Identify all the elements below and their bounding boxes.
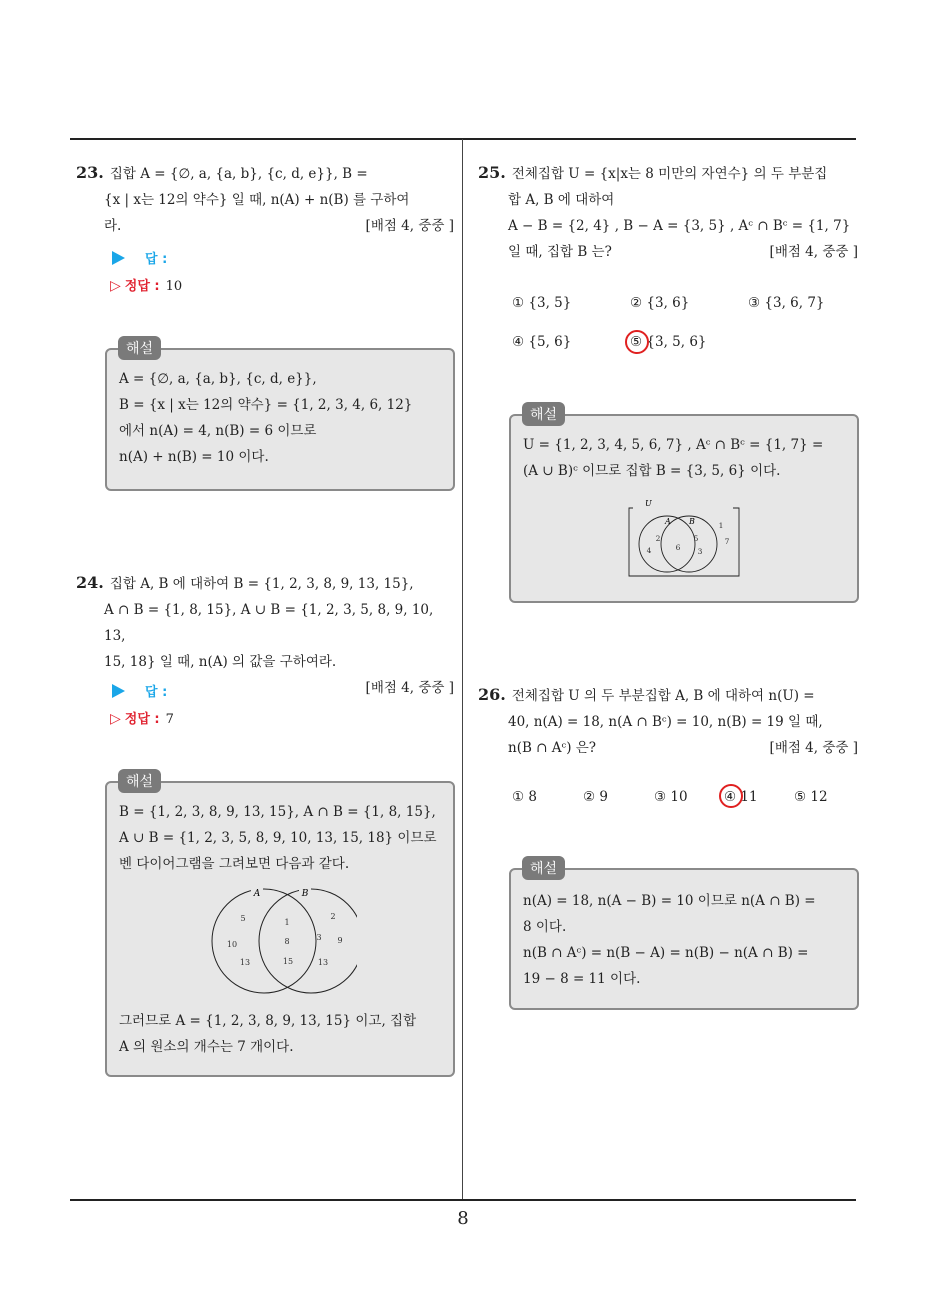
problem-number: 25. <box>478 163 506 182</box>
problem-25 <box>478 160 858 265</box>
solution-line: A 의 원소의 개수는 7 개이다. <box>119 1039 294 1055</box>
solution-line: A ∪ B = {1, 2, 3, 5, 8, 9, 10, 13, 15, 18} 이므로 <box>119 830 437 846</box>
solution-line: n(B ∩ Aᶜ) = n(B − A) = n(B) − n(A ∩ B) = <box>523 945 809 961</box>
solution-line: 8 이다. <box>523 919 567 935</box>
difficulty-meta: [배점 4, 중중 ] <box>769 244 858 260</box>
venn-label-a: A <box>665 517 671 526</box>
solution-line: B = {1, 2, 3, 8, 9, 13, 15}, A ∩ B = {1, 8, 15}, <box>119 804 436 820</box>
problem-number: 24. <box>76 573 104 592</box>
correct-answer-label: 정답 : <box>124 279 160 294</box>
outline-arrow-icon: ▷ <box>110 278 121 294</box>
solution-line: (A ∪ B)ᶜ 이므로 집합 B = {3, 5, 6} 이다. <box>523 463 781 479</box>
problem-text-line: A − B = {2, 4} , B − A = {3, 5} , Aᶜ ∩ Bᶜ = {1, 7} <box>508 218 851 234</box>
solution-line: 에서 n(A) = 4, n(B) = 6 이므로 <box>119 423 317 439</box>
solution-tag: 해설 <box>118 336 161 360</box>
venn-label-u: U <box>645 499 652 508</box>
choice-1[interactable]: ① {3, 5} <box>512 295 572 311</box>
solution-line: A = {∅, a, {a, b}, {c, d, e}}, <box>119 371 317 387</box>
choice-5[interactable]: ⑤ {3, 5, 6} <box>630 334 707 350</box>
venn-element: 2 <box>330 912 336 921</box>
problem-text-line: A ∩ B = {1, 8, 15}, A ∪ B = {1, 2, 3, 5, 8, 9, 10, 13, <box>104 602 434 644</box>
venn-label-a: A <box>253 889 261 899</box>
bottom-rule <box>70 1199 856 1201</box>
choice-3[interactable]: ③ 10 <box>654 789 688 805</box>
choice-2[interactable]: ② {3, 6} <box>630 295 690 311</box>
problem-text-line: 전체집합 U = {x|x는 8 미만의 자연수} 의 두 부분집 <box>511 166 828 182</box>
venn-element: 9 <box>337 936 343 945</box>
problem-text-line: 15, 18} 일 때, n(A) 의 값을 구하여라. <box>104 654 337 670</box>
problem-text-line: 집합 A, B 에 대하여 B = {1, 2, 3, 8, 9, 13, 15}, <box>109 576 414 592</box>
play-arrow-icon <box>112 684 125 698</box>
difficulty-meta: [배점 4, 중중 ] <box>769 740 858 756</box>
solution-tag: 해설 <box>118 769 161 793</box>
venn-label-b: B <box>689 517 695 526</box>
problem-text-line: {x | x는 12의 약수} 일 때, n(A) + n(B) 를 구하여 <box>104 192 410 208</box>
correct-answer-value: 7 <box>165 712 174 727</box>
correct-answer-label: 정답 : <box>124 712 160 727</box>
solution-line: U = {1, 2, 3, 4, 5, 6, 7} , Aᶜ ∩ Bᶜ = {1, 7} = <box>523 437 824 453</box>
solution-box <box>105 781 455 1077</box>
venn-element: 1 <box>718 521 724 530</box>
choice-3[interactable]: ③ {3, 6, 7} <box>748 295 825 311</box>
venn-element: 10 <box>226 940 238 949</box>
solution-line: 19 − 8 = 11 이다. <box>523 971 641 987</box>
problem-text-line: 집합 A = {∅, a, {a, b}, {c, d, e}}, B = <box>109 166 368 182</box>
answer-mark-circle <box>719 784 743 808</box>
solution-box <box>105 348 455 491</box>
venn-diagram <box>625 498 745 580</box>
answer-label: 답 : <box>145 252 168 267</box>
venn-element: 13 <box>317 958 329 967</box>
problem-text-line: 합 A, B 에 대하여 <box>508 192 615 208</box>
solution-line: 그러므로 A = {1, 2, 3, 8, 9, 13, 15} 이고, 집합 <box>119 1013 417 1029</box>
answer-label: 답 : <box>145 685 168 700</box>
top-rule <box>70 138 856 140</box>
solution-line: 벤 다이어그램을 그려보면 다음과 같다. <box>119 856 350 872</box>
choice-4[interactable]: ④ {5, 6} <box>512 334 572 350</box>
choice-5[interactable]: ⑤ 12 <box>794 789 828 805</box>
venn-element: 13 <box>239 958 251 967</box>
venn-element: 8 <box>284 937 290 946</box>
correct-answer-row <box>110 275 182 294</box>
venn-element: 4 <box>646 546 652 555</box>
venn-label-b: B <box>301 889 309 899</box>
correct-answer-row <box>110 708 174 727</box>
problem-text-line: n(B ∩ Aᶜ) 은? <box>508 740 597 756</box>
column-divider <box>462 139 463 1199</box>
problem-text-line: 전체집합 U 의 두 부분집합 A, B 에 대하여 n(U) = <box>511 688 815 704</box>
answer-row <box>112 248 167 267</box>
play-arrow-icon <box>112 251 125 265</box>
venn-element: 7 <box>724 537 730 546</box>
venn-element: 3 <box>316 933 322 942</box>
answer-mark-circle <box>625 330 649 354</box>
problem-number: 26. <box>478 685 506 704</box>
answer-row <box>112 681 167 700</box>
venn-element: 3 <box>697 547 703 556</box>
venn-element: 1 <box>284 918 290 927</box>
choice-2[interactable]: ② 9 <box>583 789 608 805</box>
solution-line: B = {x | x는 12의 약수} = {1, 2, 3, 4, 6, 12} <box>119 397 413 413</box>
venn-element: 15 <box>282 957 294 966</box>
solution-box <box>509 414 859 603</box>
venn-element: 5 <box>693 534 699 543</box>
venn-element: 2 <box>655 534 661 543</box>
choice-4[interactable]: ④ 11 <box>724 789 758 805</box>
solution-line: n(A) = 18, n(A − B) = 10 이므로 n(A ∩ B) = <box>523 893 816 909</box>
problem-23 <box>76 160 454 239</box>
difficulty-meta: [배점 4, 중중 ] <box>365 680 454 696</box>
problem-text-line: 라. <box>104 218 122 234</box>
page-number: 8 <box>457 1208 469 1229</box>
choice-1[interactable]: ① 8 <box>512 789 537 805</box>
problem-number: 23. <box>76 163 104 182</box>
problem-26 <box>478 682 858 761</box>
venn-element: 5 <box>240 914 246 923</box>
outline-arrow-icon: ▷ <box>110 711 121 727</box>
problem-text-line: 40, n(A) = 18, n(A ∩ Bᶜ) = 10, n(B) = 19 일 때, <box>508 714 823 730</box>
solution-tag: 해설 <box>522 402 565 426</box>
solution-box <box>509 868 859 1010</box>
venn-diagram <box>207 885 357 995</box>
solution-line: n(A) + n(B) = 10 이다. <box>119 449 269 465</box>
difficulty-meta: [배점 4, 중중 ] <box>365 218 454 234</box>
problem-text-line: 일 때, 집합 B 는? <box>508 244 612 260</box>
solution-tag: 해설 <box>522 856 565 880</box>
venn-element: 6 <box>675 543 681 552</box>
correct-answer-value: 10 <box>165 279 183 294</box>
